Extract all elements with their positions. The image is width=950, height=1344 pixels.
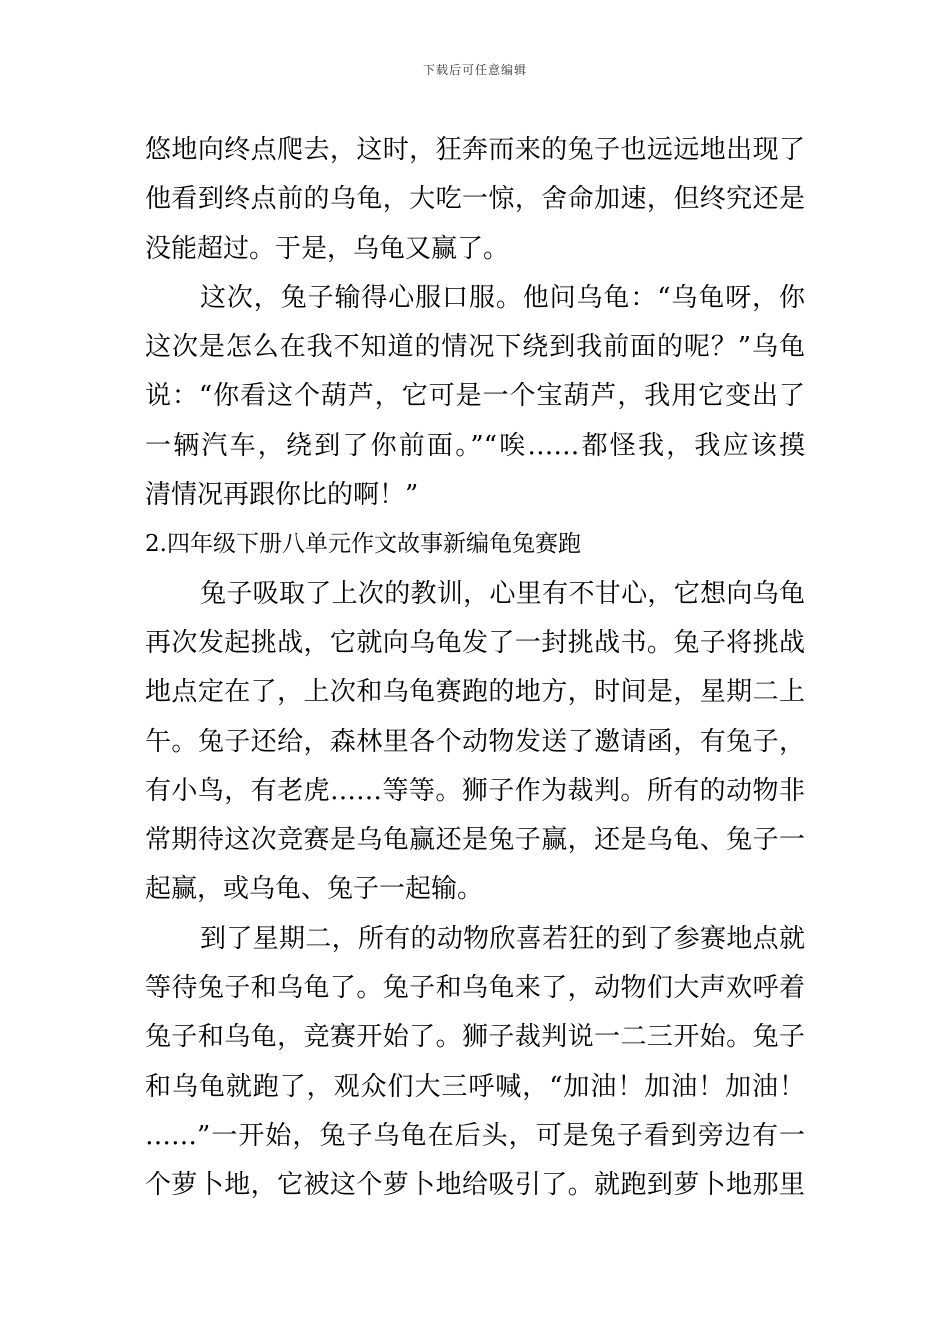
section-heading: 2.四年级下册八单元作文故事新编龟兔赛跑 (145, 531, 581, 558)
text-line: 兔子吸取了上次的教训，心里有不甘心，它想向乌龟 (200, 578, 805, 609)
text-line: 等待兔子和乌龟了。兔子和乌龟来了，动物们大声欢呼着 (145, 973, 805, 1004)
text-line: 再次发起挑战，它就向乌龟发了一封挑战书。兔子将挑战 (145, 627, 805, 658)
text-line: 兔子和乌龟，竞赛开始了。狮子裁判说一二三开始。兔子 (145, 1022, 805, 1053)
text-line: 地点定在了，上次和乌龟赛跑的地方，时间是，星期二上 (145, 677, 805, 708)
document-body (145, 126, 805, 1211)
text-line: 一辆汽车，绕到了你前面。”“唉……都怪我，我应该摸 (145, 430, 805, 461)
text-line: 到了星期二，所有的动物欣喜若狂的到了参赛地点就 (200, 923, 805, 954)
text-line: 常期待这次竞赛是乌龟赢还是兔子赢，还是乌龟、兔子一 (145, 825, 805, 856)
text-line: 他看到终点前的乌龟，大吃一惊，舍命加速，但终究还是 (145, 184, 805, 215)
text-line: 清情况再跟你比的啊！” (145, 480, 419, 511)
page-header: 下载后可任意编辑 (422, 63, 527, 77)
text-line: 个萝卜地，它被这个萝卜地给吸引了。就跑到萝卜地那里 (145, 1170, 805, 1201)
text-line: 说：“你看这个葫芦，它可是一个宝葫芦，我用它变出了 (145, 381, 805, 412)
text-line: 起赢，或乌龟、兔子一起输。 (145, 874, 484, 905)
text-line: 和乌龟就跑了，观众们大三呼喊，“加油！加油！加油！ (145, 1071, 805, 1102)
text-line: 午。兔子还给，森林里各个动物发送了邀请函，有兔子， (145, 726, 805, 757)
text-line: 没能超过。于是，乌龟又赢了。 (145, 233, 510, 264)
text-line: 悠地向终点爬去，这时，狂奔而来的兔子也远远地出现了 (145, 135, 805, 165)
text-line: 这次，兔子输得心服口服。他问乌龟：“乌龟呀，你 (200, 282, 805, 313)
text-line: ……”一开始，兔子乌龟在后头，可是兔子看到旁边有一 (145, 1120, 805, 1151)
text-line: 这次是怎么在我不知道的情况下绕到我前面的呢？”乌龟 (145, 332, 805, 363)
text-line: 有小鸟，有老虎……等等。狮子作为裁判。所有的动物非 (145, 775, 805, 806)
